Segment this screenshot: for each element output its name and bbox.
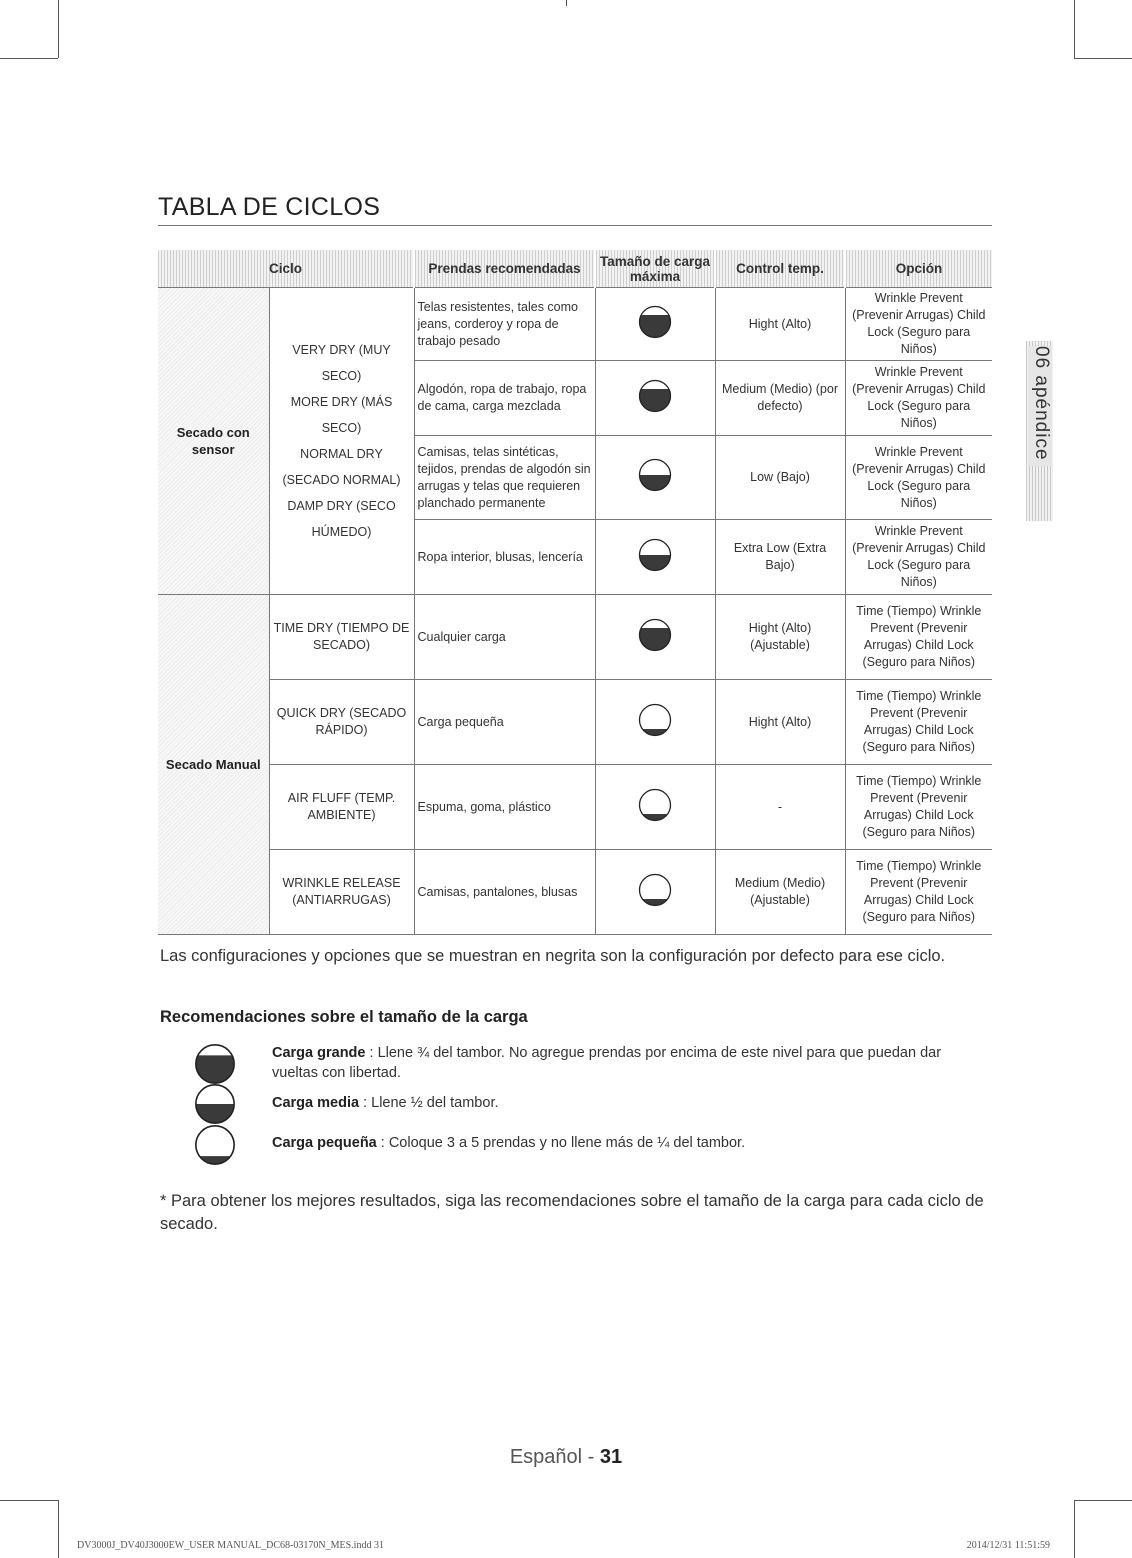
table-row — [158, 595, 992, 680]
crop-mark — [58, 1500, 59, 1558]
cycle-line: DAMP DRY (SECO — [287, 499, 396, 513]
load-cell — [595, 361, 715, 436]
cycle-cell: WRINKLE RELEASE (ANTIARRUGAS) — [269, 850, 414, 935]
load-large-icon — [194, 1043, 236, 1085]
page-number — [0, 1446, 1132, 1469]
table-row — [158, 288, 992, 361]
option-cell: Time (Tiempo) Wrinkle Prevent (Prevenir Arrugas) Child Lock (Seguro para Niños) — [845, 765, 992, 850]
table-row — [158, 765, 992, 850]
load-medium-icon — [638, 458, 672, 492]
load-small-icon — [638, 873, 672, 907]
header-load: Tamaño de carga máxima — [595, 250, 715, 288]
legend-medium — [272, 1093, 972, 1113]
chapter-tab-label: 06 apéndice — [1028, 346, 1052, 466]
temp-cell: - — [715, 765, 845, 850]
legend-label: Carga pequeña — [272, 1135, 377, 1151]
load-cell — [595, 595, 715, 680]
header-option: Opción — [845, 250, 992, 288]
table-header-row — [158, 250, 992, 288]
load-size-heading: Recomendaciones sobre el tamaño de la carga — [160, 1008, 528, 1026]
page-title: TABLA DE CICLOS — [158, 192, 992, 226]
garments-cell: Espuma, goma, plástico — [414, 765, 595, 850]
temp-cell: Hight (Alto) (Ajustable) — [715, 595, 845, 680]
option-cell: Wrinkle Prevent (Prevenir Arrugas) Child Lock (Seguro para Niños) — [845, 436, 992, 520]
cycle-line: NORMAL DRY — [300, 447, 383, 461]
option-cell: Wrinkle Prevent (Prevenir Arrugas) Child Lock (Seguro para Niños) — [845, 520, 992, 595]
cycle-cell: AIR FLUFF (TEMP. AMBIENTE) — [269, 765, 414, 850]
load-cell — [595, 680, 715, 765]
crop-mark — [1074, 0, 1075, 58]
crop-mark — [1074, 1500, 1075, 1558]
load-medium-icon — [194, 1083, 236, 1125]
load-medium-icon — [638, 538, 672, 572]
header-temp: Control temp. — [715, 250, 845, 288]
print-file-info: DV3000J_DV40J3000EW_USER MANUAL_DC68-03170N_MES.indd 31 — [77, 1540, 384, 1551]
legend-small — [272, 1133, 972, 1153]
crop-mark — [1074, 1500, 1132, 1501]
legend-desc: : Llene ½ del tambor. — [359, 1095, 499, 1111]
load-small-icon — [638, 788, 672, 822]
load-large-icon — [638, 618, 672, 652]
cycle-line: HÚMEDO) — [311, 525, 372, 539]
temp-cell: Hight (Alto) — [715, 680, 845, 765]
page-number-value: 31 — [599, 1446, 623, 1468]
crop-mark — [1074, 58, 1132, 59]
page-language: Español - — [509, 1446, 600, 1468]
cycle-line: SECO) — [321, 421, 362, 435]
temp-cell: Medium (Medio) (por defecto) — [715, 361, 845, 436]
legend-large — [272, 1043, 972, 1083]
load-small-icon — [638, 703, 672, 737]
cycle-cell: QUICK DRY (SECADO RÁPIDO) — [269, 680, 414, 765]
temp-cell: Medium (Medio) (Ajustable) — [715, 850, 845, 935]
table-row — [158, 680, 992, 765]
cycle-line: MORE DRY (MÁS — [290, 395, 393, 409]
crop-mark — [0, 58, 58, 59]
load-cell — [595, 288, 715, 361]
load-large-icon — [638, 379, 672, 413]
option-cell: Wrinkle Prevent (Prevenir Arrugas) Child Lock (Seguro para Niños) — [845, 361, 992, 436]
load-large-icon — [638, 305, 672, 339]
legend-desc: : Llene ¾ del tambor. No agregue prendas por encima de este nivel para que puedan dar vueltas con libertad. — [272, 1045, 942, 1081]
header-cycle: Ciclo — [158, 250, 414, 288]
load-cell — [595, 850, 715, 935]
temp-cell: Low (Bajo) — [715, 436, 845, 520]
garments-cell: Algodón, ropa de trabajo, ropa de cama, carga mezclada — [414, 361, 595, 436]
load-cell — [595, 765, 715, 850]
crop-mark — [58, 0, 59, 58]
footnote: * Para obtener los mejores resultados, siga las recomendaciones sobre el tamaño de la carga para cada ciclo de secado. — [160, 1192, 984, 1233]
option-cell: Time (Tiempo) Wrinkle Prevent (Prevenir Arrugas) Child Lock (Seguro para Niños) — [845, 680, 992, 765]
cycle-line: (SECADO NORMAL) — [282, 473, 401, 487]
cycle-cell: TIME DRY (TIEMPO DE SECADO) — [269, 595, 414, 680]
option-cell: Time (Tiempo) Wrinkle Prevent (Prevenir Arrugas) Child Lock (Seguro para Niños) — [845, 595, 992, 680]
garments-cell: Cualquier carga — [414, 595, 595, 680]
legend-desc: : Coloque 3 a 5 prendas y no llene más de ¼ del tambor. — [376, 1135, 746, 1151]
cycle-line: SECO) — [321, 369, 362, 383]
print-timestamp: 2014/12/31 11:51:59 — [966, 1540, 1050, 1551]
group-sensor: Secado con sensor — [158, 288, 269, 595]
crop-mark — [566, 0, 567, 6]
garments-cell: Ropa interior, blusas, lencería — [414, 520, 595, 595]
garments-cell: Camisas, pantalones, blusas — [414, 850, 595, 935]
load-small-icon — [194, 1124, 236, 1166]
sensor-cycle-list — [269, 288, 414, 595]
group-manual: Secado Manual — [158, 595, 269, 935]
header-garments: Prendas recomendadas — [414, 250, 595, 288]
table-row — [158, 850, 992, 935]
garments-cell: Carga pequeña — [414, 680, 595, 765]
cycle-table — [158, 250, 992, 935]
garments-cell: Camisas, telas sintéticas, tejidos, prendas de algodón sin arrugas y telas que requieren planchado permanente — [414, 436, 595, 520]
option-cell: Wrinkle Prevent (Prevenir Arrugas) Child Lock (Seguro para Niños) — [845, 288, 992, 361]
temp-cell: Extra Low (Extra Bajo) — [715, 520, 845, 595]
default-settings-note: Las configuraciones y opciones que se muestran en negrita son la configuración por defecto para ese ciclo. — [160, 947, 946, 965]
crop-mark — [0, 1500, 58, 1501]
legend-label: Carga media — [272, 1095, 360, 1111]
temp-cell: Hight (Alto) — [715, 288, 845, 361]
option-cell: Time (Tiempo) Wrinkle Prevent (Prevenir Arrugas) Child Lock (Seguro para Niños) — [845, 850, 992, 935]
legend-label: Carga grande — [272, 1045, 366, 1061]
garments-cell: Telas resistentes, tales como jeans, corderoy y ropa de trabajo pesado — [414, 288, 595, 361]
cycle-line: VERY DRY (MUY — [292, 343, 391, 357]
load-cell — [595, 436, 715, 520]
load-cell — [595, 520, 715, 595]
